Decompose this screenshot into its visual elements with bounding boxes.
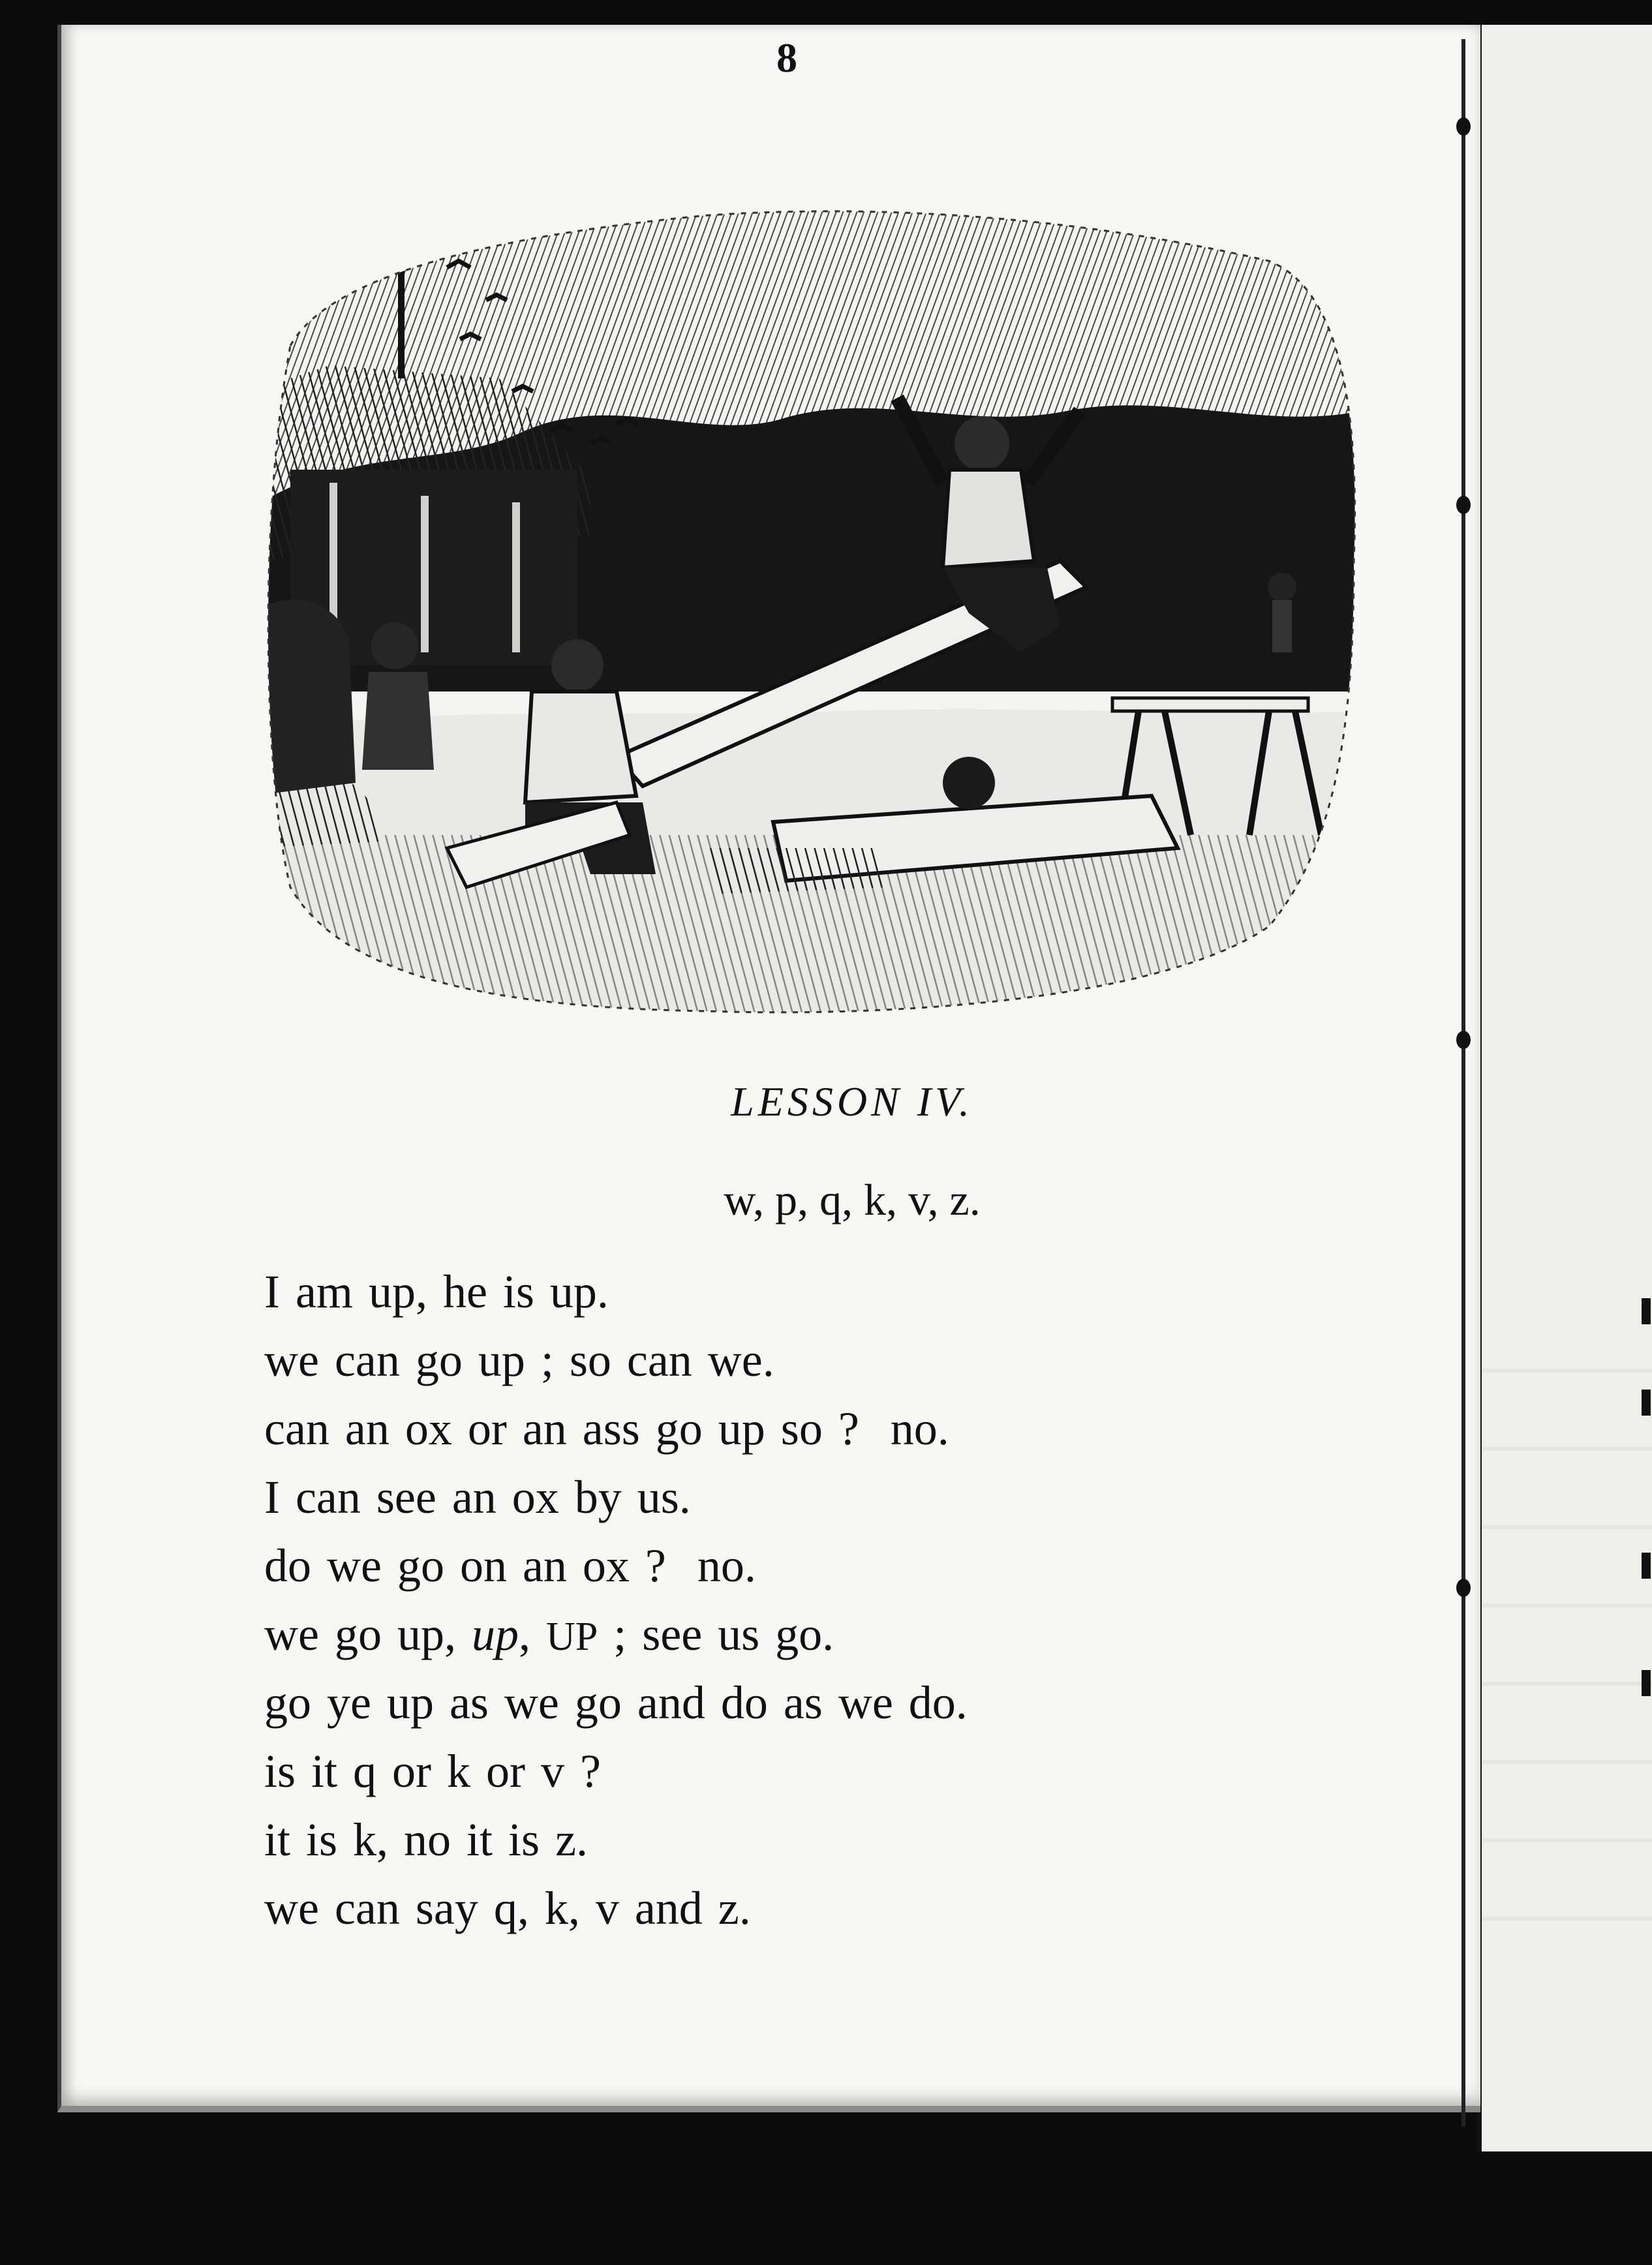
edge-mark [1642, 1298, 1651, 1324]
text-fragment: ; see us go. [598, 1608, 834, 1660]
edge-mark [1642, 1553, 1651, 1579]
edge-mark [1642, 1390, 1651, 1416]
page-number: 8 [776, 35, 797, 81]
italic-word: up [471, 1608, 519, 1660]
text-line: I can see an ox by us. [264, 1471, 691, 1523]
edge-mark [1642, 1670, 1651, 1696]
lesson-title: LESSON IV. [731, 1078, 973, 1125]
lesson-letters: w, p, q, k, v, z. [724, 1175, 981, 1224]
binding-hole [1456, 117, 1471, 136]
lesson-text [264, 1258, 1373, 1943]
text-line: is it q or k or v ? [264, 1745, 601, 1797]
binding-hole [1456, 1579, 1471, 1597]
seesaw-engraving [251, 196, 1360, 1024]
text-fragment: , [518, 1608, 546, 1660]
small-caps-word: UP [545, 1615, 598, 1659]
text-line: we can go up ; so can we. [264, 1334, 774, 1386]
text-line: do we go on an ox ? no. [264, 1540, 756, 1592]
text-line: it is k, no it is z. [264, 1814, 589, 1866]
text-line: I am up, he is up. [264, 1266, 609, 1318]
text-line [264, 1600, 1373, 1669]
text-line: go ye up as we go and do as we do. [264, 1677, 968, 1729]
text-line: we can say q, k, v and z. [264, 1882, 751, 1934]
text-fragment: we go up, [264, 1608, 472, 1660]
binding-hole [1456, 1031, 1471, 1049]
binding-hole [1456, 496, 1471, 514]
text-line: can an ox or an ass go up so ? no. [264, 1403, 949, 1455]
